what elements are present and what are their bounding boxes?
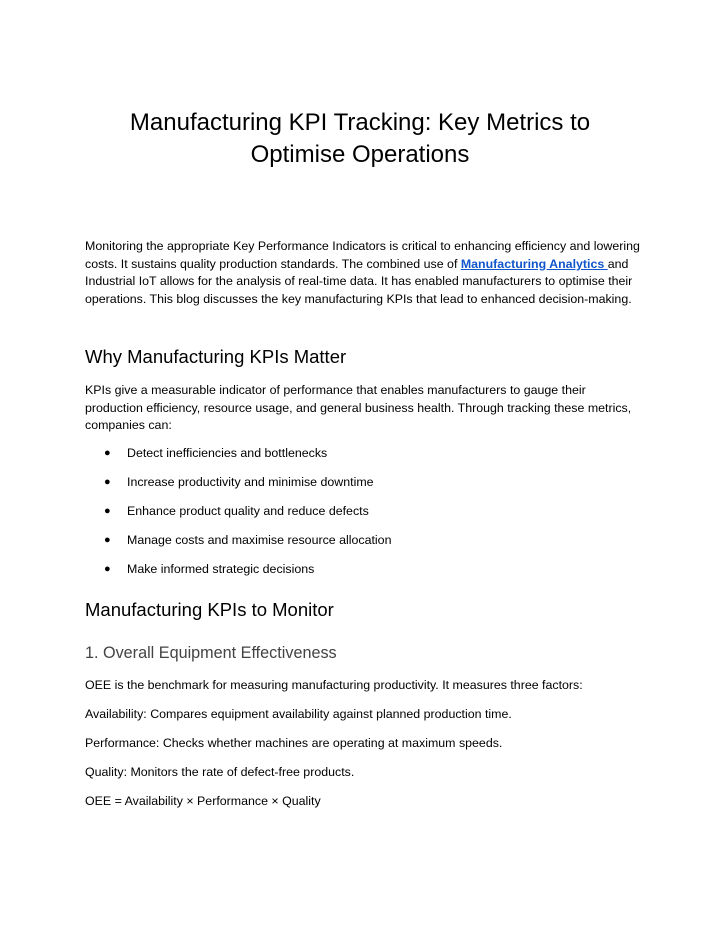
bullet-icon: ● <box>104 447 111 459</box>
list-item-text: Make informed strategic decisions <box>127 562 315 576</box>
intro-text-after-link: and Industrial IoT allows for the analysis of real-time data. It has enabled manufacturers to optimise their operations. This blog discusses the key manufacturing KPIs that lead to enhanced decision-making. <box>85 256 633 306</box>
list-item <box>85 502 391 531</box>
section-heading-why-kpis: Why Manufacturing KPIs Matter <box>85 346 347 367</box>
oee-performance: Performance: Checks whether machines are operating at maximum speeds. <box>85 736 503 750</box>
benefits-list <box>85 444 391 589</box>
manufacturing-analytics-link[interactable]: Manufacturing Analytics <box>460 256 608 271</box>
title-line-1: Manufacturing KPI Tracking: Key Metrics to <box>129 109 591 136</box>
subheading-oee: 1. Overall Equipment Effectiveness <box>85 644 337 662</box>
oee-availability: Availability: Compares equipment availability against planned production time. <box>85 707 512 721</box>
bullet-icon: ● <box>104 563 111 575</box>
list-item <box>85 473 391 502</box>
list-item-text: Enhance product quality and reduce defects <box>127 504 369 518</box>
bullet-icon: ● <box>104 534 111 546</box>
intro-paragraph <box>85 238 645 308</box>
title-line-2: Optimise Operations <box>250 141 470 168</box>
list-item-text: Increase productivity and minimise downtime <box>127 475 374 489</box>
oee-quality: Quality: Monitors the rate of defect-free products. <box>85 765 355 779</box>
oee-formula: OEE = Availability × Performance × Quality <box>85 794 321 808</box>
intro-text-before-link: Monitoring the appropriate Key Performance Indicators is critical to enhancing efficiency and lowering costs. It sustains quality production standards. The combined use of <box>85 239 640 271</box>
list-item <box>85 560 391 589</box>
list-item <box>85 531 391 560</box>
bullet-icon: ● <box>104 476 111 488</box>
section-heading-kpis-to-monitor: Manufacturing KPIs to Monitor <box>85 599 334 620</box>
list-item-text: Manage costs and maximise resource allocation <box>127 533 392 547</box>
document-title <box>60 107 660 171</box>
bullet-icon: ● <box>104 505 111 517</box>
why-kpis-paragraph: KPIs give a measurable indicator of performance that enables manufacturers to gauge their production efficiency, resource usage, and general business health. Through tracking these metrics, companies can: <box>85 383 632 433</box>
list-item-text: Detect inefficiencies and bottlenecks <box>127 446 328 460</box>
list-item <box>85 444 391 473</box>
oee-description: OEE is the benchmark for measuring manufacturing productivity. It measures three factors: <box>85 678 583 692</box>
